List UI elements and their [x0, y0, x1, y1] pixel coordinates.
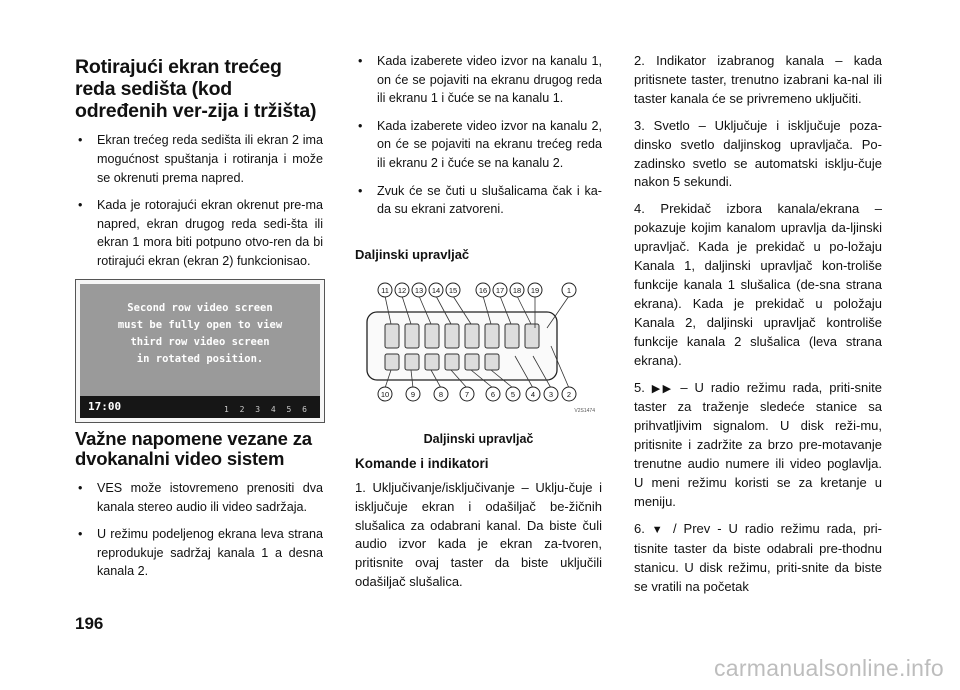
bullet-list-video-source — [355, 52, 602, 219]
remote-label: 8 — [438, 389, 444, 399]
bullet-item: • Kada izaberete video izvor na kanalu 2, on će se pojaviti na ekranu trećeg reda ili ekranu 2 i čuće se na kanalu 2. — [358, 118, 602, 170]
remote-label: 19 — [530, 285, 540, 295]
remote-label: 17 — [495, 285, 505, 295]
bullet-list-dual-channel — [75, 479, 323, 581]
section-title-dual-channel: Važne napomene vezane za dvokanalni video sistem — [75, 427, 312, 470]
remote-label: 13 — [414, 285, 424, 295]
down-triangle-icon: ▼ — [651, 523, 667, 536]
column-middle — [355, 52, 602, 592]
remote-label: 5 — [510, 389, 516, 399]
screen-channel-indicators: 1 2 3 4 5 6 — [224, 404, 310, 414]
bullet-list-rotating-screen — [75, 131, 323, 270]
control-item-6: 6. ▼ / Prev - U radio režimu rada, pri-tisnite taster da biste odabrali pre-thodnu stanicu. U disk režimu, priti-snite da biste se vratili na početak — [634, 520, 882, 594]
control-item-1: 1. Uključivanje/isključivanje – Uklju-čuje i isključuje ekran i odašiljač be-žičnih slušalica za odabrani kanal. Da biste čuli audio izvor kada je ekran za-tvoren, pritisnite ovaj taster da biste uključili odašiljač slušalica. — [355, 479, 602, 590]
remote-label: 10 — [380, 389, 390, 399]
screen-message-figure — [75, 279, 325, 423]
remote-label: 18 — [512, 285, 522, 295]
bullet-item: • VES može istovremeno prenositi dva kanala stereo audio ili video sadržaja. — [78, 481, 323, 514]
figure-code: V2S1474 — [574, 407, 595, 414]
remote-label: 9 — [410, 389, 416, 399]
remote-label: 11 — [381, 285, 389, 295]
screen-message-text: Second row video screen must be fully open to view third row video screen in rotated position. — [117, 301, 283, 365]
remote-label: 3 — [548, 389, 554, 399]
section-title-rotating-screen: Rotirajući ekran trećeg reda sedišta (kod određenih ver-zija i tržišta) — [75, 56, 317, 122]
control-item-3: 3. Svetlo – Uključuje i isključuje poza-dinsko svetlo daljinskog upravljača. Po-zadinsko svetlo se automatski isklju-čuje nakon 5 sekundi. — [634, 117, 882, 190]
screen-status-bar — [80, 396, 320, 418]
remote-label: 6 — [490, 389, 496, 399]
control-item-2: 2. Indikator izabranog kanala – kada pritisnete taster, trenutno izabrani ka-nal ili taster kanala će se privremeno uključiti. — [634, 53, 882, 106]
remote-label: 4 — [530, 389, 536, 399]
remote-label: 15 — [448, 285, 458, 295]
remote-label: 2 — [566, 389, 572, 399]
bullet-item: • Kada izaberete video izvor na kanalu 1, on će se pojaviti na ekranu drugog reda ili ekranu 1 i čuće se na kanalu 1. — [358, 54, 602, 106]
bullet-item: • U režimu podeljenog ekrana leva strana reprodukuje sadržaj kanala 1 a desna kanala 2. — [78, 527, 323, 579]
remote-label: 1 — [566, 285, 572, 295]
screen-clock: 17:00 — [88, 399, 122, 413]
watermark: carmanualsonline.info — [713, 655, 944, 681]
bullet-item: • Kada je rotorajući ekran okrenut pre-ma napred, ekran drugog reda sedi-šta ili ekran 1 mora biti potpuno otvo-ren da bi rotirajući ekran (ekran 2) funkcionisao. — [78, 198, 323, 269]
seek-forward-icon: ▶▶ — [651, 382, 674, 395]
column-right — [634, 52, 882, 596]
remote-label: 14 — [431, 285, 441, 295]
page-number: 196 — [75, 614, 104, 633]
control-item-4: 4. Prekidač izbora kanala/ekrana – pokazuje kojim kanalom upravlja da-ljinski upravljač. Kada je prekidač u po-ložaju Kanala 1, daljinski upravljač kon-troliše funkcije kanala 1 slušalica (de-sna strana ekrana). Kada je prekidač u položaju Kanala 2, daljinski upravljač kontroliše funkcije kanala 2 slušalica (leva strana ekrana). — [634, 201, 882, 368]
bullet-item: • Zvuk će se čuti u slušalicama čak i ka-da su ekrani zatvoreni. — [358, 183, 602, 217]
remote-heading: Daljinski upravljač — [355, 246, 470, 262]
remote-diagram — [355, 276, 603, 428]
controls-heading: Komande i indikatori — [355, 455, 489, 471]
bullet-item: • Ekran trećeg reda sedišta ili ekran 2 ima mogućnost spuštanja i rotiranja i može se okrenuti prema napred. — [78, 133, 323, 185]
column-left — [75, 52, 323, 581]
control-item-5: 5. ▶▶ – U radio režimu rada, priti-snite taster za traženje sledeće stanice sa prihvatljivim signalom. U disk reži-mu, pritisnite i zadržite za brzo pre-motavanje trenutne audio numere ili video poglavlja. U meni režimu koristi se za kretanje u meniju. — [634, 379, 882, 509]
remote-label: 12 — [397, 285, 407, 295]
remote-label: 16 — [478, 285, 488, 295]
remote-caption: Daljinski upravljač — [423, 431, 534, 446]
remote-label: 7 — [464, 389, 470, 399]
